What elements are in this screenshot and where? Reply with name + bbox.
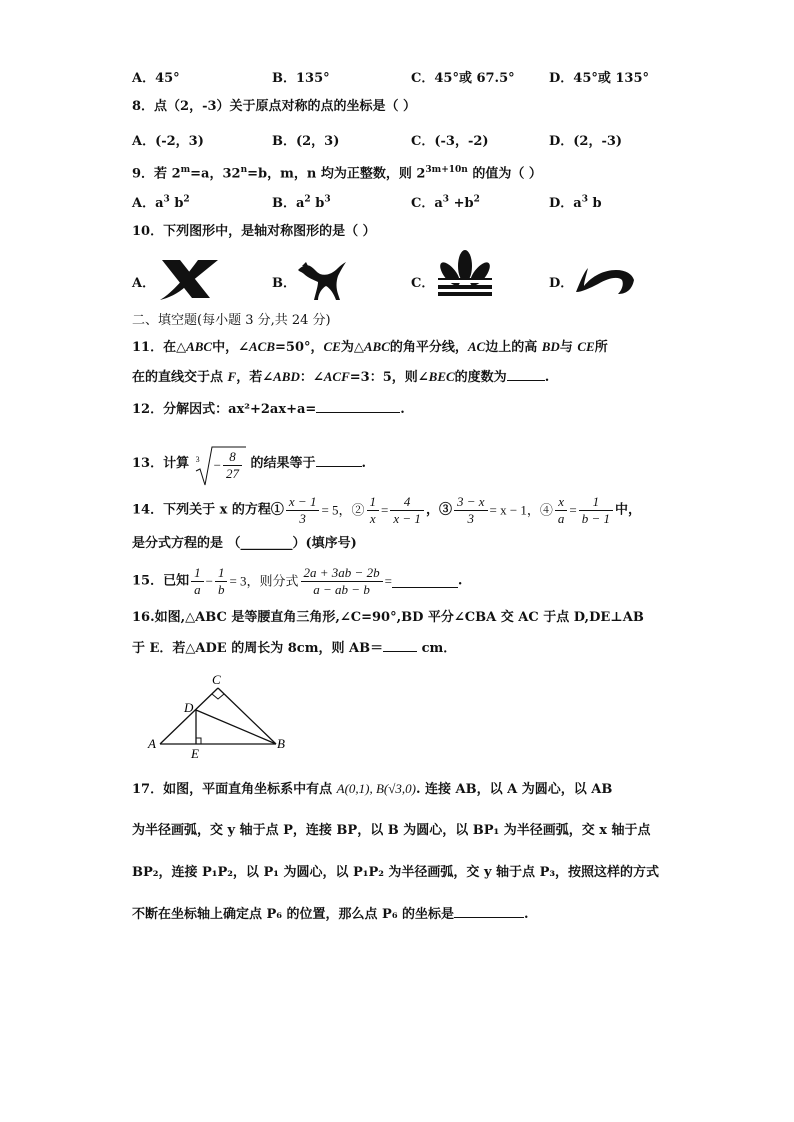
q17-line4: 不断在坐标轴上确定点 P₆ 的位置，那么点 P₆ 的坐标是 . — [132, 907, 529, 922]
q16-line1: 16.如图,△ABC 是等腰直角三角形,∠C=90°,BD 平分∠CBA 交 AC 于点 D,DE⊥AB — [132, 610, 644, 625]
q15-line: 15．已知 $\frac{1}{a}$ − $\frac{1}{b}$ = 3，则分式 $\frac{2a + 3ab - 2b}{a - ab - b}$ = . — [132, 565, 463, 597]
q12-answer-blank[interactable] — [316, 400, 400, 413]
q8-stem: 8．点（2，-3）关于原点对称的点的坐标是（ ） — [132, 99, 417, 114]
label-a: A — [148, 736, 156, 751]
radical-sign — [194, 445, 246, 487]
label-b: B — [277, 736, 285, 751]
q10-stem: 10．下列图形中，是轴对称图形的是（ ） — [132, 224, 376, 239]
triangle-figure — [146, 672, 286, 760]
q16-line2: 于 E．若△ADE 的周长为 8cm，则 AB＝ cm． — [132, 641, 457, 656]
q17-line1: 17．如图，平面直角坐标系中有点 A(0,1), B(√3,0). 连接 AB，以 A 为圆心，以 AB — [132, 781, 613, 797]
q14-line2: 是分式方程的是 （________）(填序号) — [132, 536, 357, 551]
q15-answer-blank[interactable] — [392, 575, 458, 588]
q10-option-a: A． — [132, 276, 156, 291]
q9-stem: 9．若 $2^m=a$，$32^n=b$，m，n 均为正整数，则 $2^{3m+10n}$ 的值为（ ） — [132, 165, 542, 182]
q8-option-b: B．(2，3) — [272, 134, 340, 149]
q13-answer-blank[interactable] — [316, 454, 362, 467]
q17-answer-blank[interactable] — [454, 905, 524, 918]
q8-option-a: A．(-2，3) — [132, 134, 204, 149]
q7-option-a: A．45° — [132, 71, 180, 86]
q11-line1: 11．在△ABC中，∠ACB=50°，CE为△ABC的角平分线，AC边上的高 BD与 CE所 — [132, 339, 608, 355]
puma-logo-icon — [296, 258, 348, 304]
q11-line2: 在的直线交于点 F，若∠ABD：∠ACF=3：5，则∠BEC的度数为 . — [132, 369, 550, 385]
q9-option-b: B．$a^2$ $b^3$ — [272, 194, 331, 211]
q8-option-d: D．(2，-3) — [549, 134, 623, 149]
q12-line: 12．分解因式：ax²+2ax+a= . — [132, 402, 405, 417]
q9-option-c: C．$a^3 +b^2$ — [411, 194, 480, 211]
q16-answer-blank[interactable] — [383, 639, 417, 652]
q9-option-a: A．$a^3$ $b^2$ — [132, 194, 190, 211]
q17-line3: BP₂，连接 P₁P₂，以 P₁ 为圆心，以 P₁P₂ 为半径画弧，交 y 轴于点 P₃，按照这样的方式 — [132, 865, 660, 880]
adidas-trefoil-icon — [436, 250, 494, 298]
q17-line2: 为半径画弧，交 y 轴于点 P，连接 BP，以 B 为圆心，以 BP₁ 为半径画弧，交 x 轴于点 — [132, 823, 651, 838]
q13-line: 13．计算 3 − $\frac{8}{27}$ 的结果等于 . — [132, 445, 366, 482]
label-d: D — [184, 700, 194, 715]
x-logo-icon — [158, 256, 222, 302]
li-ning-logo-icon — [574, 262, 636, 296]
q11-answer-blank[interactable] — [507, 368, 545, 381]
section-title: 二、填空题(每小题 3 分,共 24 分) — [132, 313, 331, 328]
q7-option-b: B．135° — [272, 71, 330, 86]
q10-option-d: D． — [549, 276, 574, 291]
q9-option-d: D．$a^3$ b — [549, 194, 602, 211]
cube-root-expression: 3 − $\frac{8}{27}$ — [194, 445, 246, 482]
label-c: C — [212, 672, 221, 687]
q7-option-c: C．45°或 67.5° — [411, 71, 515, 86]
q14-line1: 14．下列关于 x 的方程① $\frac{x - 1}{3}$ = 5，② $\frac{1}{x}$ = $\frac{4}{x - 1}$ ，③ $\frac{3 - x}{3}$ = x − 1，④ $\frac{x}{a}$ = $\frac{1}{b - 1}$ 中， — [132, 494, 642, 526]
q7-option-d: D．45°或 135° — [549, 71, 650, 86]
label-e: E — [191, 746, 199, 760]
q8-option-c: C．(-3，-2) — [411, 134, 489, 149]
q10-option-b: B． — [272, 276, 296, 291]
q10-option-c: C． — [411, 276, 435, 291]
